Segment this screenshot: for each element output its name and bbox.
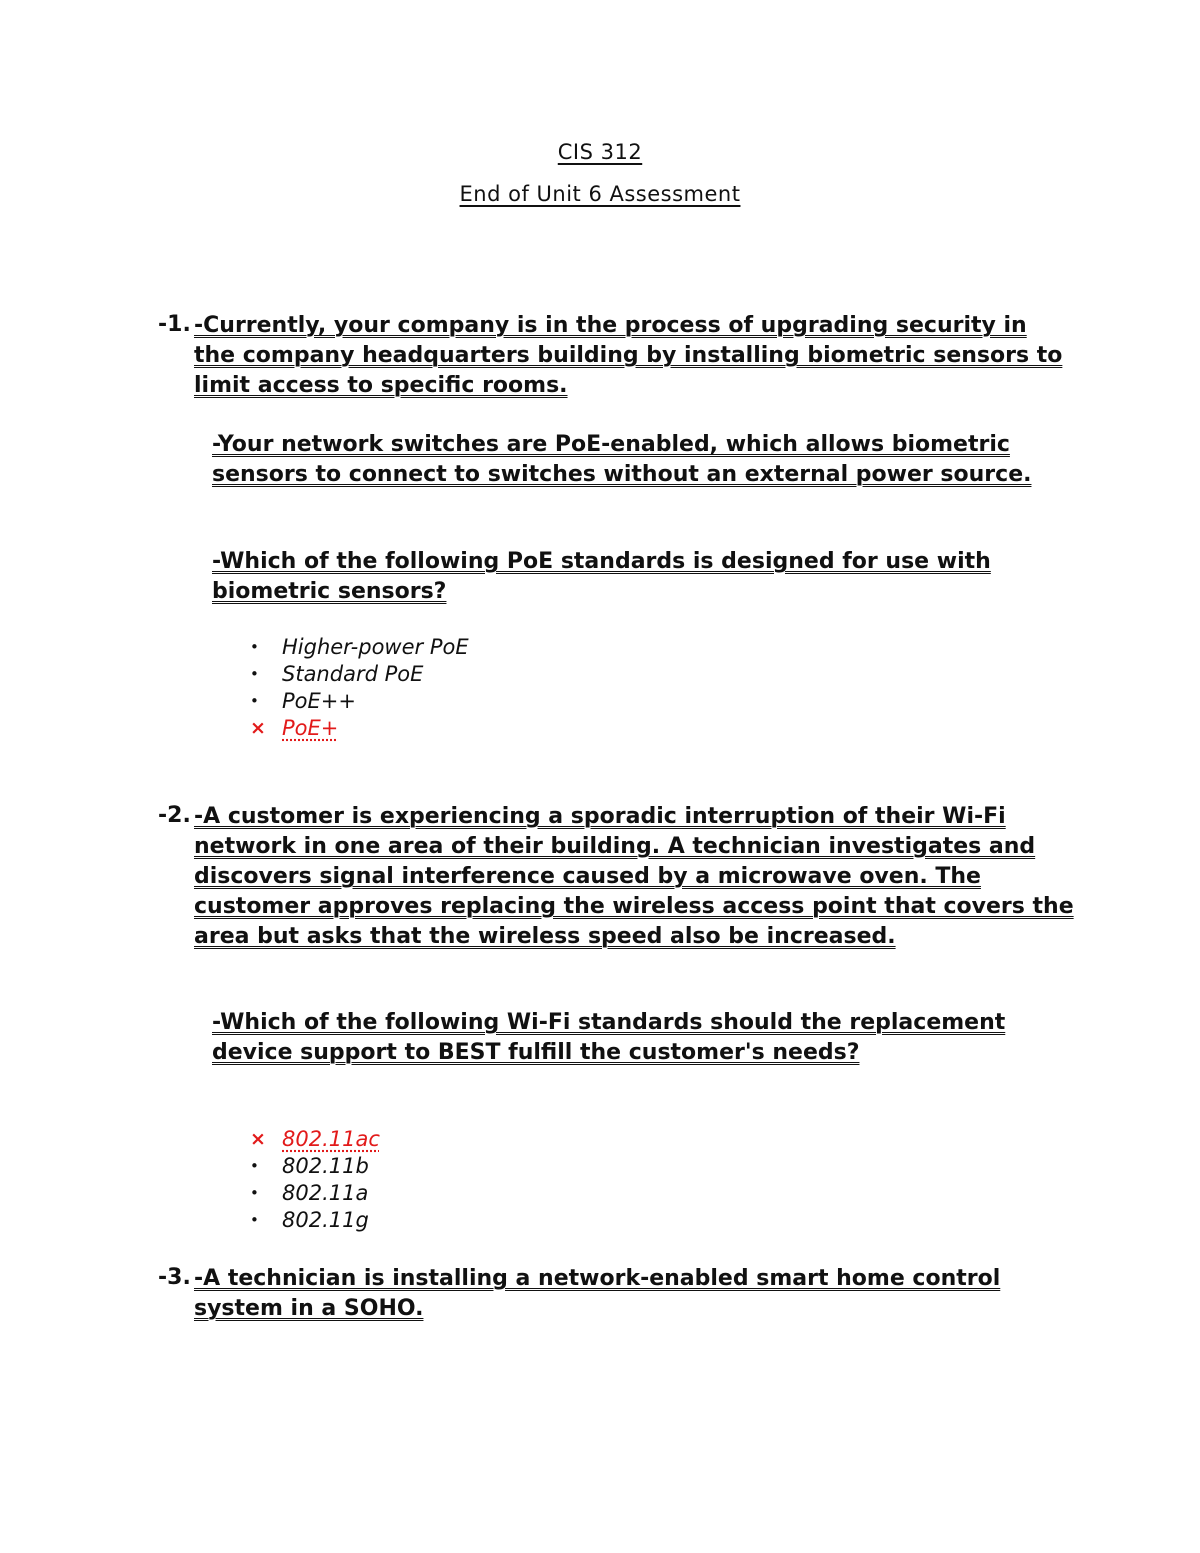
course-title: CIS 312 bbox=[557, 140, 643, 164]
question-1-options bbox=[250, 634, 469, 742]
question-1-context: -Your network switches are PoE-enabled, which allows biometric sensors to connect to switches without an external power source. bbox=[212, 432, 1032, 487]
option-label: Higher-power PoE bbox=[282, 635, 469, 659]
question-1-number: -1. bbox=[158, 312, 191, 337]
question-2-number: -2. bbox=[158, 803, 191, 828]
option-list-item[interactable] bbox=[250, 661, 469, 688]
option-label: Standard PoE bbox=[282, 662, 424, 686]
question-2-question: -Which of the following Wi-Fi standards should the replacement device support to BEST fulfill the customer's needs? bbox=[212, 1010, 1006, 1065]
disc-bullet-icon: • bbox=[250, 692, 259, 710]
option-list-item[interactable] bbox=[250, 1180, 380, 1207]
question-3-prompt: -A technician is installing a network-enabled smart home control system in a SOHO. bbox=[194, 1266, 1001, 1321]
disc-bullet-icon: • bbox=[250, 1157, 259, 1175]
option-list-item[interactable] bbox=[250, 1207, 380, 1234]
option-label: 802.11a bbox=[282, 1181, 369, 1205]
disc-bullet-icon: • bbox=[250, 1184, 259, 1202]
option-list-item[interactable] bbox=[250, 634, 469, 661]
option-label: PoE+ bbox=[282, 716, 339, 740]
assessment-title: End of Unit 6 Assessment bbox=[459, 182, 741, 206]
option-list-item[interactable] bbox=[250, 688, 469, 715]
question-2-options bbox=[250, 1126, 380, 1234]
question-2-prompt: -A customer is experiencing a sporadic interruption of their Wi-Fi network in one area of their building. A technician investigates and discovers signal interference caused by a microwave oven. The customer approves replacing the wireless access point that covers the area but asks that the wireless speed also be increased. bbox=[194, 804, 1074, 949]
option-list-item-wrong[interactable] bbox=[250, 1126, 380, 1153]
question-1-question: -Which of the following PoE standards is designed for use with biometric sensors? bbox=[212, 549, 991, 604]
disc-bullet-icon: • bbox=[250, 665, 259, 683]
option-list-item[interactable] bbox=[250, 1153, 380, 1180]
disc-bullet-icon: • bbox=[250, 638, 259, 656]
option-list-item-wrong[interactable] bbox=[250, 715, 469, 742]
question-1-prompt: -Currently, your company is in the process of upgrading security in the company headquarters building by installing biometric sensors to limit access to specific rooms. bbox=[194, 313, 1063, 398]
x-mark-icon: × bbox=[250, 717, 266, 739]
option-label: 802.11b bbox=[282, 1154, 369, 1178]
question-3-number: -3. bbox=[158, 1265, 191, 1290]
option-label: 802.11ac bbox=[282, 1127, 380, 1151]
option-label: 802.11g bbox=[282, 1208, 369, 1232]
option-label: PoE++ bbox=[282, 689, 356, 713]
x-mark-icon: × bbox=[250, 1128, 266, 1150]
disc-bullet-icon: • bbox=[250, 1211, 259, 1229]
